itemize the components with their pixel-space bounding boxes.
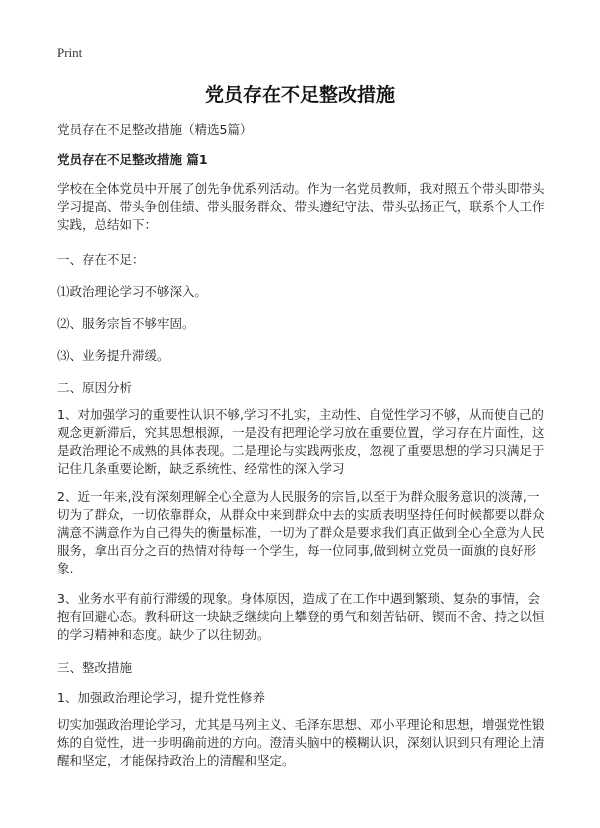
part2-title: 二、原因分析 <box>57 380 133 395</box>
page-title: 党员存在不足整改措施 <box>204 84 395 106</box>
part2-paragraph-3: 3、业务水平有前行滞缓的现象。身体原因，造成了在工作中遇到繁琐、复杂的事情，会抱有回避心态。教科研这一块缺乏继续向上攀登的勇气和刻苦钻研、锲而不舍、持之以恒的学习精神和态度。缺少了以往韧劲。 <box>57 591 545 642</box>
part2-paragraph-2: 2、近一年来,没有深刻理解全心全意为人民服务的宗旨,以至于为群众服务意识的淡薄,一切为了群众，一切依靠群众，从群众中来到群众中去的实质表明坚持任何时候都要以群众满意不满意作为自己得失的衡量标准，一切为了群众是要求我们真正做到全心全意为人民服务，拿出百分之百的热情对待每一个学生，每一位同事,做到树立党员一面旗的良好形象. <box>57 489 545 576</box>
part3-paragraph-1: 切实加强政治理论学习，尤其是马列主义、毛泽东思想、邓小平理论和思想，增强党性锻炼的自觉性，进一步明确前进的方向。澄清头脑中的模糊认识，深刻认识到只有理论上清醒和坚定，才能保持政治上的清醒和坚定。 <box>57 717 545 768</box>
intro-paragraph: 学校在全体党员中开展了创先争优系列活动。作为一名党员教师，我对照五个带头即带头学习提高、带头争创佳绩、带头服务群众、带头遵纪守法、带头弘扬正气，联系个人工作实践，总结如下： <box>57 181 545 232</box>
part1-item-3: ⑶、业务提升滞缓。 <box>57 348 170 363</box>
part1-item-2: ⑵、服务宗旨不够牢固。 <box>57 316 195 331</box>
part2-paragraph-1: 1、对加强学习的重要性认识不够,学习不扎实，主动性、自觉性学习不够，从而使自己的观念更新滞后，究其思想根源，一是没有把理论学习放在重要位置，学习存在片面性，这是政治理论不成熟的具体表现。二是理论与实践两张皮，忽视了重要思想的学习只满足于记住几条重要论断，缺乏系统性、经常性的深入学习 <box>57 407 545 476</box>
document-subtitle: 党员存在不足整改措施（精选5篇） <box>57 122 253 137</box>
part3-title: 三、整改措施 <box>57 660 133 675</box>
section-heading: 党员存在不足整改措施 篇1 <box>57 152 208 167</box>
part1-title: 一、存在不足： <box>57 252 145 267</box>
print-label[interactable]: Print <box>57 45 83 60</box>
part3-item-1: 1、加强政治理论学习，提升党性修养 <box>57 690 265 705</box>
part1-item-1: ⑴政治理论学习不够深入。 <box>57 284 208 299</box>
